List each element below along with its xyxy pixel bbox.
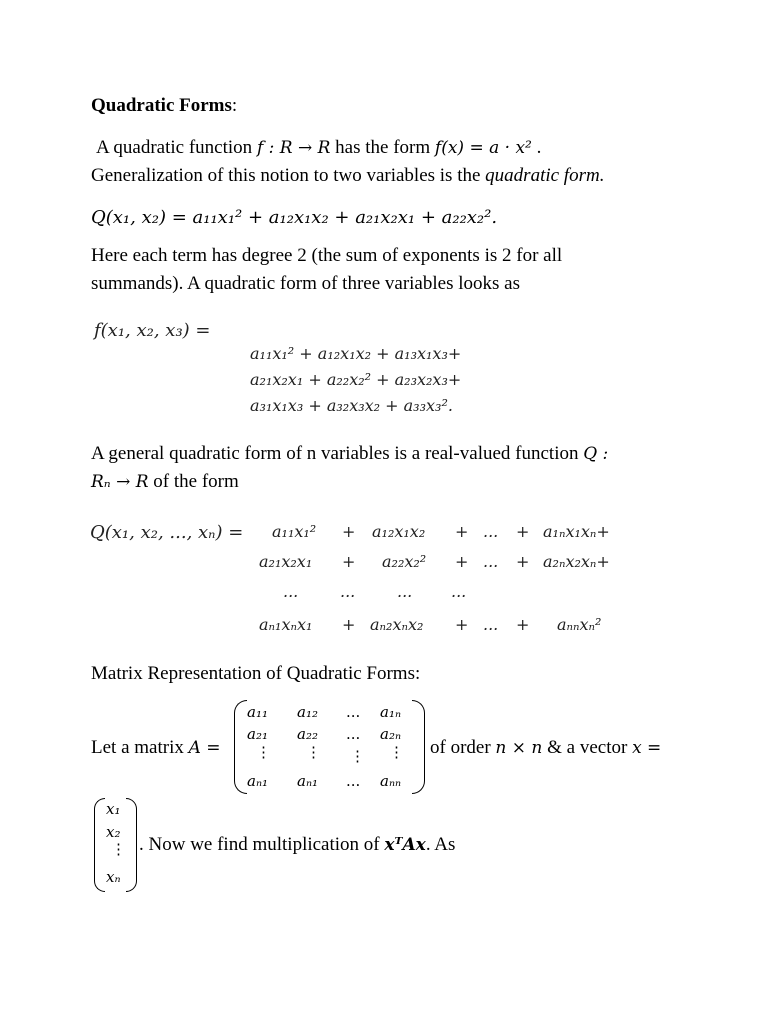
- n-var-plus: +: [342, 552, 356, 571]
- matrix-cell: ⋮: [389, 743, 404, 761]
- n-var-ellipsis: ...: [397, 582, 413, 601]
- general-text-end: of the form: [148, 471, 239, 492]
- n-var-plus: +: [455, 552, 469, 571]
- general-Q: Q :: [583, 444, 609, 464]
- xTAx-expression: xᵀAx: [384, 835, 426, 855]
- n-var-term: aₙ₁xₙx₁: [259, 615, 313, 634]
- function-map: f : R → R: [256, 138, 331, 158]
- degree-line-2: summands). A quadratic form of three variables looks as: [91, 273, 520, 294]
- matrix-sentence-end: [430, 737, 661, 759]
- vector-cell: x₁: [106, 800, 121, 818]
- matrix-cell: ...: [346, 725, 361, 743]
- matrix-cell: aₙₙ: [380, 772, 402, 790]
- intro-line-2: [91, 165, 604, 187]
- matrix-cell: ⋮: [306, 743, 321, 761]
- matrix-cell: ⋮: [350, 747, 365, 765]
- n-var-ellipsis: ...: [283, 582, 299, 601]
- matrix-cell: a₂₂: [297, 725, 318, 743]
- n-var-ellipsis: ...: [483, 522, 499, 541]
- n-var-term: aₙₙxₙ²: [557, 615, 602, 634]
- order-nxn: n × n: [495, 738, 543, 758]
- general-line-2: [91, 471, 239, 493]
- n-var-term: a₂ₙx₂xₙ+: [543, 552, 610, 571]
- matrix-cell: aₙ₁: [297, 772, 319, 790]
- intro-end: .: [531, 137, 542, 158]
- function-form: f(x) = a · x²: [434, 138, 532, 158]
- vector-text: & a vector: [542, 737, 633, 758]
- order-text: of order: [430, 737, 496, 758]
- n-var-plus: +: [342, 615, 356, 634]
- n-var-ellipsis: ...: [483, 615, 499, 634]
- heading-title: Quadratic Forms: [91, 95, 232, 116]
- three-var-row-1: a₁₁x₁² + a₁₂x₁x₂ + a₁₃x₁x₃+: [250, 344, 462, 363]
- final-end: . As: [425, 834, 456, 855]
- n-var-term: a₁₂x₁x₂: [372, 522, 426, 541]
- page-heading: [91, 95, 237, 117]
- matrix-cell: a₁ₙ: [380, 703, 402, 721]
- n-var-term: a₂₁x₂x₁: [259, 552, 313, 571]
- n-var-term: a₂₂x₂²: [382, 552, 427, 571]
- n-var-term: a₁₁x₁²: [272, 522, 317, 541]
- general-line-1: [91, 443, 608, 465]
- final-text: . Now we find multiplication of: [139, 834, 385, 855]
- matrix-cell: a₁₂: [297, 703, 318, 721]
- matrix-cell: a₂ₙ: [380, 725, 402, 743]
- matrix-heading: Matrix Representation of Quadratic Forms:: [91, 663, 421, 684]
- matrix-sentence-start: [91, 737, 221, 759]
- matrix-cell: ⋮: [256, 743, 271, 761]
- n-var-plus: +: [455, 522, 469, 541]
- n-var-ellipsis: ...: [483, 552, 499, 571]
- n-var-ellipsis: ...: [340, 582, 356, 601]
- n-var-plus: +: [342, 522, 356, 541]
- vector-left-paren: [94, 798, 105, 892]
- intro-line2-text: Generalization of this notion to two variables is the: [91, 165, 486, 186]
- heading-colon: :: [231, 95, 238, 116]
- n-var-ellipsis: ...: [451, 582, 467, 601]
- matrix-cell: ...: [346, 772, 361, 790]
- matrix-left-paren: [234, 700, 247, 794]
- n-var-plus: +: [516, 552, 530, 571]
- n-var-plus: +: [516, 615, 530, 634]
- n-var-plus: +: [516, 522, 530, 541]
- three-var-row-3: a₃₁x₁x₃ + a₃₂x₃x₂ + a₃₃x₃².: [250, 396, 453, 415]
- n-var-lhs: Q(x₁, x₂, ..., xₙ) =: [90, 522, 244, 543]
- quadratic-form-term: quadratic form.: [485, 165, 605, 186]
- intro-text-a: A quadratic function: [96, 137, 257, 158]
- matrix-A-eq: A =: [188, 738, 221, 758]
- matrix-cell: aₙ₁: [247, 772, 269, 790]
- intro-line-1: [96, 137, 541, 159]
- general-text: A general quadratic form of n variables is a real-valued function: [91, 443, 584, 464]
- vector-right-paren: [126, 798, 137, 892]
- three-var-row-2: a₂₁x₂x₁ + a₂₂x₂² + a₂₃x₂x₃+: [250, 370, 462, 389]
- vector-cell: xₙ: [106, 868, 121, 886]
- matrix-sentence-prefix: Let a matrix: [91, 737, 189, 758]
- general-map: Rₙ → R: [91, 472, 149, 492]
- n-var-plus: +: [455, 615, 469, 634]
- vector-cell: ⋮: [111, 840, 126, 858]
- n-var-term: a₁ₙx₁xₙ+: [543, 522, 610, 541]
- intro-text-b: has the form: [330, 137, 435, 158]
- final-sentence: [139, 834, 455, 856]
- matrix-cell: a₂₁: [247, 725, 268, 743]
- matrix-cell: ...: [346, 703, 361, 721]
- matrix-cell: a₁₁: [247, 703, 268, 721]
- n-var-term: aₙ₂xₙx₂: [370, 615, 424, 634]
- vector-x-eq: x =: [632, 738, 662, 758]
- two-variable-equation: Q(x₁, x₂) = a₁₁x₁² + a₁₂x₁x₂ + a₂₁x₂x₁ + a₂₂x₂².: [91, 207, 498, 228]
- degree-line-1: Here each term has degree 2 (the sum of exponents is 2 for all: [91, 245, 563, 266]
- three-var-lhs: f(x₁, x₂, x₃) =: [94, 320, 211, 341]
- vector-cell: x₂: [106, 823, 121, 841]
- matrix-right-paren: [412, 700, 425, 794]
